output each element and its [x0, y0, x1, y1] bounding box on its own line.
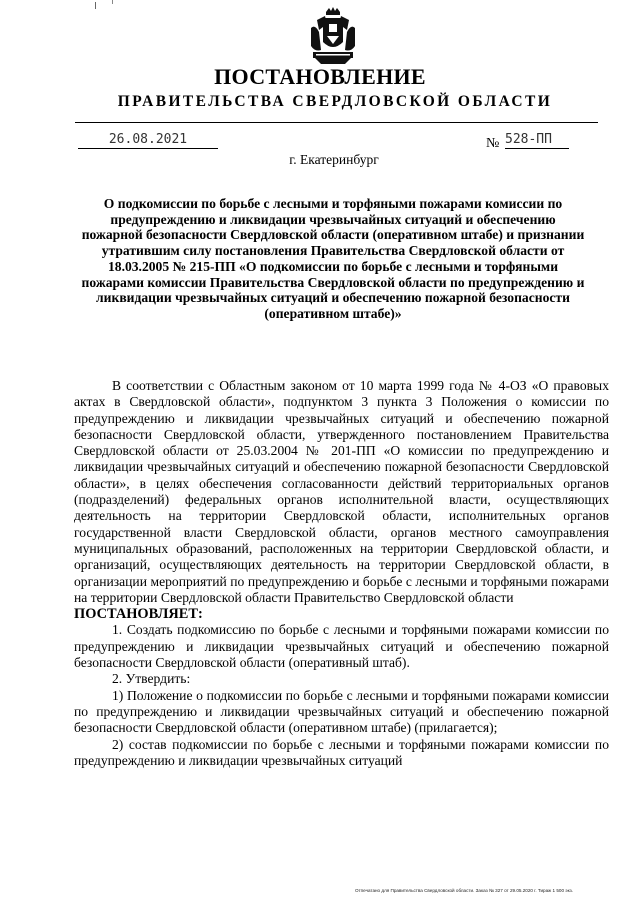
document-subject-title: О подкомиссии по борьбе с лесными и торфяными пожарами комиссии по предупреждению и ликвидации чрезвычайных ситуаций и обеспечению пожарной безопасности Свердловской области (оперативном штабе) и признании утратившим силу постановления Правительства Свердловской области от 18.03.2005 № 215-ПП «О подкомиссии по борьбе с лесными и торфяными пожарами комиссии Правительства Свердловской области по предупреждению и ликвидации чрезвычайных ситуаций и обеспечению пожарной безопасности (оперативном штабе)»: [81, 196, 585, 321]
scan-mark: [112, 0, 113, 4]
coat-of-arms-emblem: [303, 6, 363, 66]
intro-paragraph: В соответствии с Областным законом от 10 марта 1999 года № 4-ОЗ «О правовых актах в Свердловской области», подпунктом 3 пункта 3 Положения о комиссии по предупреждению и ликвидации чрезвычайных ситуаций и обеспечению пожарной безопасности Свердловской области, утвержденного постановлением Правительства Свердловской области от 25.03.2004 № 201-ПП «О комиссии по предупреждению и ликвидации чрезвычайных ситуаций и обеспечению пожарной безопасности Свердловской области», в целях обеспечения согласованности действий территориальных органов (подразделений) федеральных органов исполнительной власти, осуществляющих деятельность на территории Свердловской области, исполнительных органов государственной власти Свердловской области, органов местного самоуправления муниципальных образований, расположенных на территории Свердловской области, и организаций, осуществляющих деятельность на территории Свердловской области, в организации мероприятий по предупреждению и борьбе с лесными и торфяными пожарами на территории Свердловской области Правительство Свердловской области: [74, 378, 609, 605]
number-sign: №: [486, 136, 500, 151]
item-1: 1. Создать подкомиссию по борьбе с лесными и торфяными пожарами комиссии по предупреждению и ликвидации чрезвычайных ситуаций и обеспечению пожарной безопасности Свердловской области (оперативный штаб).: [74, 622, 609, 671]
issuing-authority: ПРАВИТЕЛЬСТВА СВЕРДЛОВСКОЙ ОБЛАСТИ: [117, 93, 553, 110]
document-number: 528-ПП: [505, 132, 569, 149]
header-divider: [75, 122, 598, 123]
document-body: [74, 378, 609, 769]
item-2-1: 1) Положение о подкомиссии по борьбе с лесными и торфяными пожарами комиссии по предупреждению и ликвидации чрезвычайных ситуаций и обеспечению пожарной безопасности Свердловской области (оперативном штабе) (прилагается);: [74, 687, 609, 736]
print-footer: Отпечатано для Правительства Свердловской области. Заказ № 327 от 29.05.2020 г. Тираж 1 500 экз.: [355, 888, 574, 893]
document-type-title: ПОСТАНОВЛЕНИЕ: [214, 64, 426, 89]
document-date: 26.08.2021: [78, 132, 218, 149]
item-2-2: 2) состав подкомиссии по борьбе с лесными и торфяными пожарами комиссии по предупреждению и ликвидации чрезвычайных ситуаций: [74, 736, 609, 768]
document-city: г. Екатеринбург: [289, 152, 379, 167]
decree-word: ПОСТАНОВЛЯЕТ:: [74, 606, 203, 623]
item-2: 2. Утвердить:: [112, 671, 191, 687]
scan-mark: [95, 2, 96, 9]
